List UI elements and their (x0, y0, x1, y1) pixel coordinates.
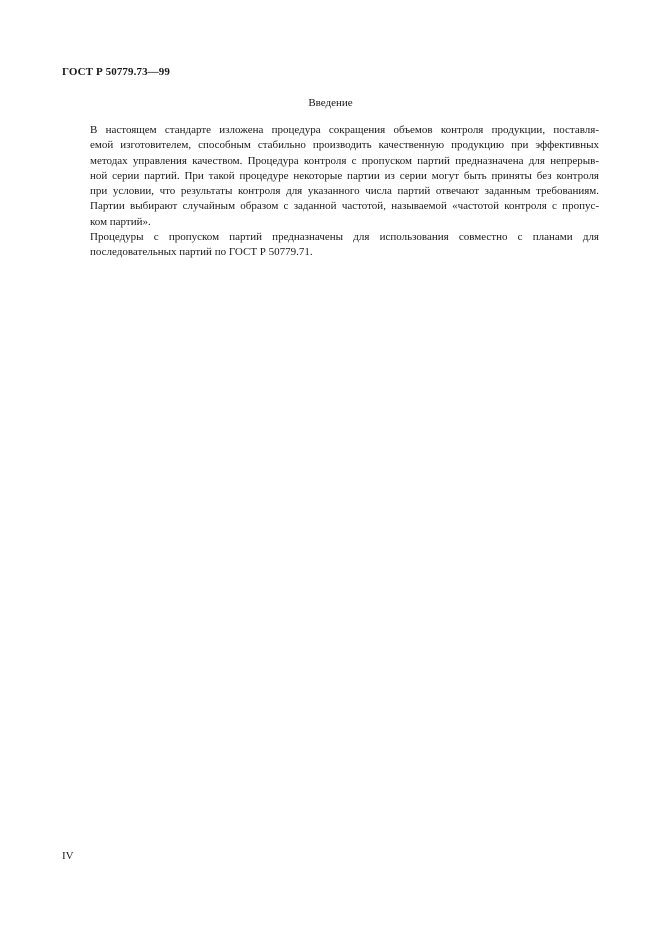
paragraph-line: В настоящем стандарте изложена процедура сокращения объемов контроля продукции, поставля- (90, 124, 599, 136)
paragraph-line: последовательных партий по ГОСТ Р 50779.71. (90, 246, 313, 259)
paragraph-line: ком партий». (90, 215, 151, 228)
paragraph-line: Партии выбирают случайным образом с заданной частотой, называемой «частотой контроля с пропус- (90, 200, 599, 213)
paragraph-line: при условии, что результаты контроля для указанного числа партий отвечают заданным требованиям. (90, 185, 599, 198)
section-title: Введение (308, 97, 353, 109)
paragraph-line: емой изготовителем, способным стабильно производить качественную продукцию при эффективных (90, 139, 599, 152)
paragraph-line: Процедуры с пропуском партий предназначены для использования совместно с планами для (90, 231, 599, 244)
paragraph-usage (62, 230, 599, 261)
page-number: IV (62, 850, 74, 862)
paragraph-intro (62, 123, 599, 230)
body-text (62, 123, 599, 261)
standard-id-header: ГОСТ Р 50779.73—99 (62, 66, 170, 78)
paragraph-line: ной серии партий. При такой процедуре некоторые партии из серии могут быть приняты без контроля (90, 169, 599, 182)
paragraph-line: методах управления качеством. Процедура контроля с пропуском партий предназначена для непрерыв- (90, 154, 599, 167)
